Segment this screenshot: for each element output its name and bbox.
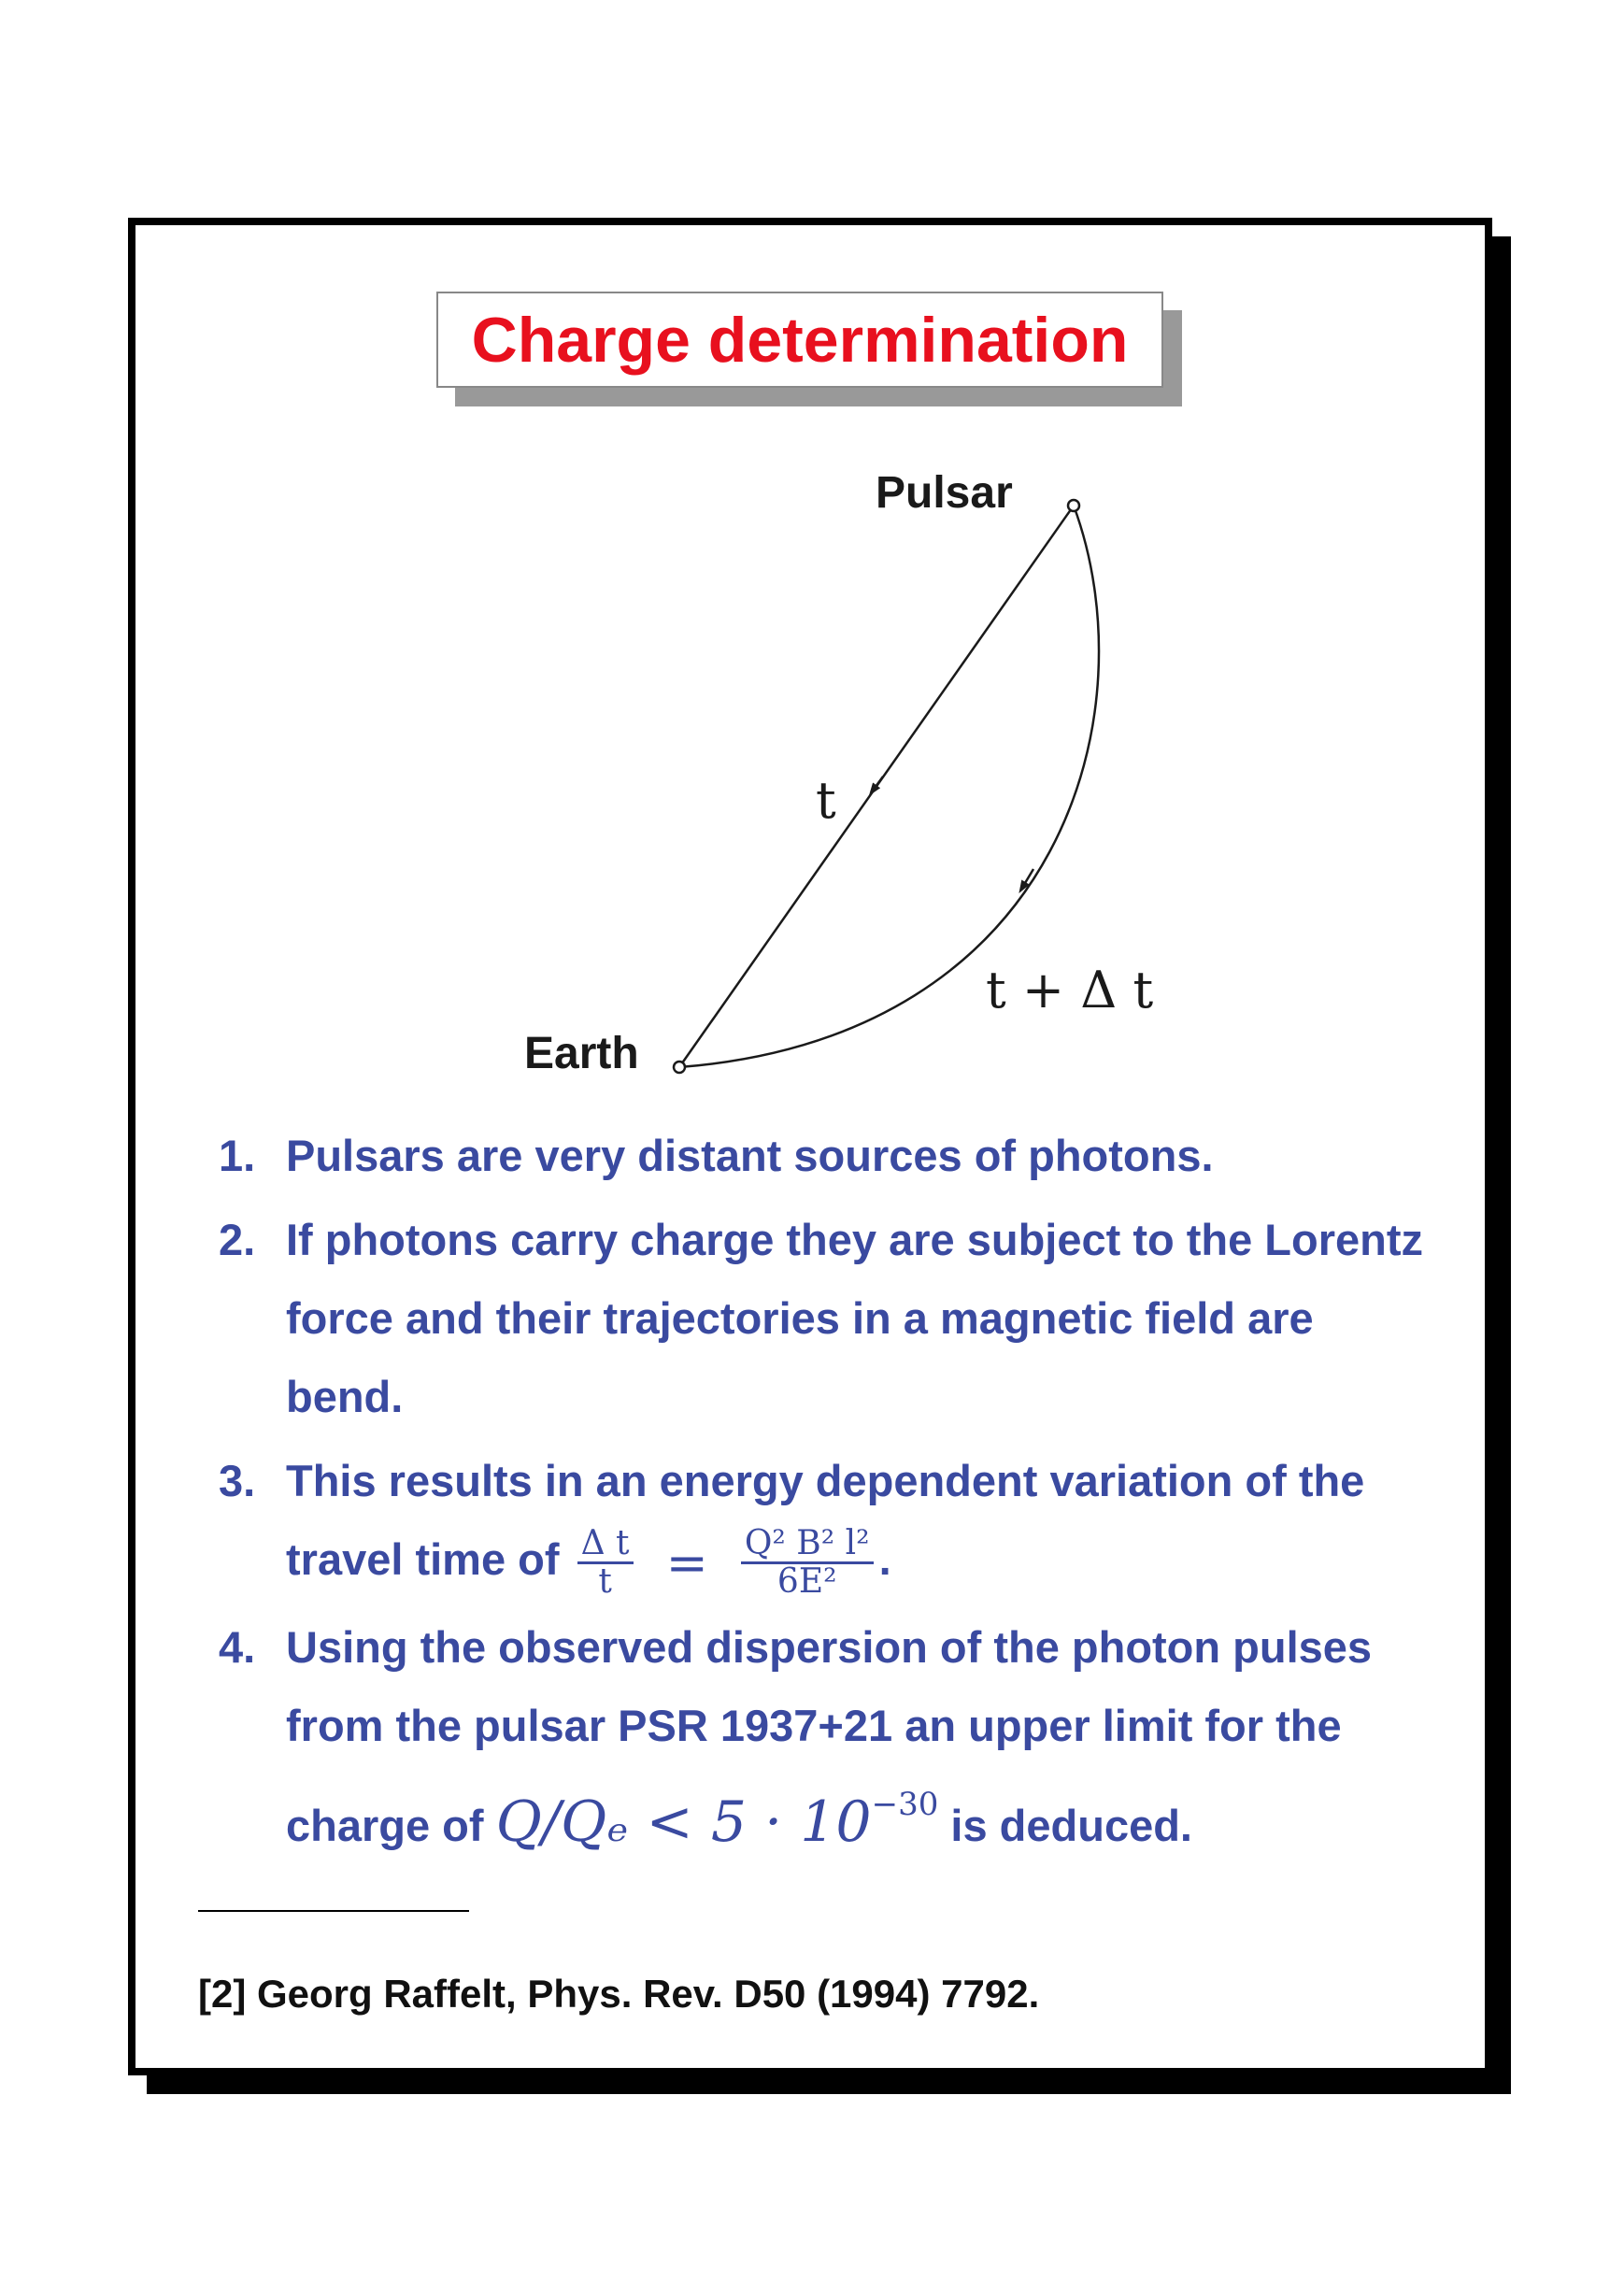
footnote-rule (198, 1910, 469, 1912)
item-text: Using the observed dispersion of the photon pulses from the pulsar PSR 1937+21 an upper limit for the charge of (286, 1621, 1373, 1850)
item-number: 3. (219, 1456, 256, 1505)
footnote-reference: [2] Georg Raffelt, Phys. Rev. D50 (1994) 7792. (198, 1972, 1040, 2016)
fraction-denominator: t (598, 1562, 612, 1602)
item-number: 4. (219, 1621, 256, 1672)
item-period: . (878, 1534, 891, 1584)
equals-sign: = (665, 1532, 708, 1592)
charge-limit-formula: Q/Qₑ < 5 · 10 (495, 1789, 872, 1855)
item-list (219, 1117, 1433, 1871)
pulsar-point (1068, 500, 1079, 511)
fraction-delta-t-over-t (577, 1526, 634, 1600)
formula-exponent: −30 (871, 1785, 939, 1823)
fraction-formula (741, 1526, 874, 1600)
fraction-numerator: Δ t (577, 1526, 634, 1564)
list-item (219, 1608, 1433, 1865)
item-text: If photons carry charge they are subject to the Lorentz force and their trajectories in a magnetic field are bend. (286, 1215, 1424, 1421)
straight-path-label: t (816, 771, 836, 830)
list-item (219, 1442, 1433, 1603)
item-text-end: is deduced. (950, 1800, 1192, 1850)
list-item (219, 1117, 1433, 1195)
slide-title: Charge determination (471, 304, 1129, 376)
item-number: 1. (219, 1131, 256, 1180)
list-item (219, 1201, 1433, 1436)
earth-point (674, 1062, 685, 1073)
fraction-numerator: Q² B² l² (741, 1526, 874, 1564)
straight-path-arrow (873, 777, 883, 791)
fraction-denominator: 6E² (776, 1562, 837, 1602)
item-text: Pulsars are very distant sources of photons. (286, 1131, 1214, 1180)
curved-path-label: t + Δ t (986, 961, 1154, 1019)
item-text: This results in an energy dependent variation of the travel time of (286, 1456, 1365, 1584)
pulsar-label: Pulsar (876, 468, 1013, 518)
earth-label: Earth (524, 1029, 639, 1078)
curved-path-arrow (1022, 869, 1033, 888)
item-number: 2. (219, 1215, 256, 1264)
